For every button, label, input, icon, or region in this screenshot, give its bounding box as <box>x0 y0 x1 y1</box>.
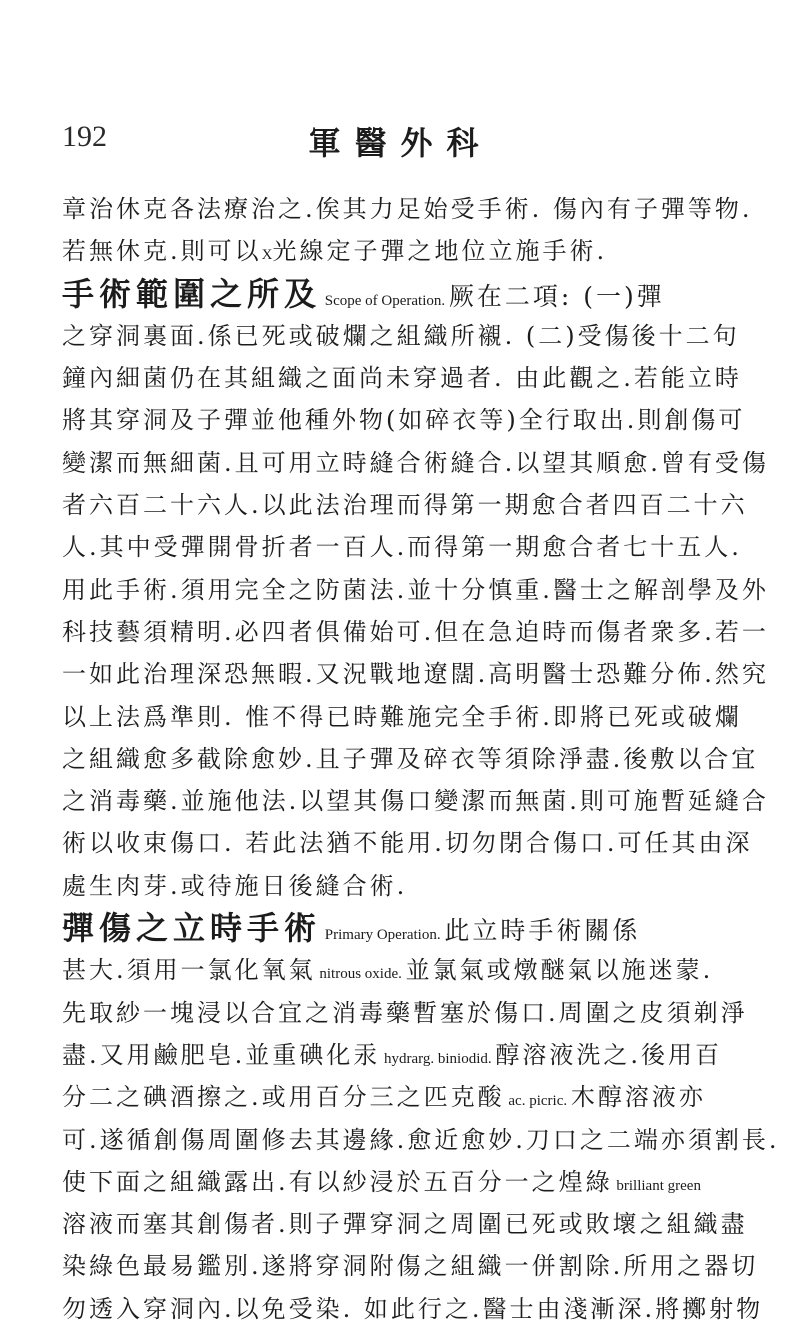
latin-term: hydrarg. biniodid. <box>380 1050 496 1067</box>
text-segment: 用此手術.須用完全之防菌法.並十分慎重.醫士之解剖學及外 <box>62 575 769 604</box>
text-segment: 科技藝須精明.必四者俱備始可.但在急迫時而傷者衆多.若一 <box>62 617 769 646</box>
running-title: 軍醫外科 <box>308 124 493 162</box>
text-segment: 之組織愈多截除愈妙.且子彈及碎衣等須除淨盡.後敷以合宜 <box>62 744 759 773</box>
text-segment: 以上法爲準則. 惟不得已時難施完全手術.即將已死或破爛 <box>62 702 742 731</box>
text-segment: 並氯氣或燉醚氣以施迷蒙. <box>405 956 714 985</box>
text-segment: 章治休克各法療治之.俟其力足始受手術. 傷內有子彈等物. <box>62 195 753 223</box>
text-segment: 人.其中受彈開骨折者一百人.而得第一期愈合者七十五人. <box>62 533 742 562</box>
text-line <box>62 992 786 1034</box>
latin-term: brilliant green <box>612 1177 701 1194</box>
text-segment: 將其穿洞及子彈並他種外物(如碎衣等)全行取出.則創傷可 <box>62 406 746 435</box>
text-segment: 光線定子彈之地位立施手術. <box>272 237 608 266</box>
text-segment: 染綠色最易鑑別.遂將穿洞附傷之組織一併割除.所用之器切 <box>62 1252 759 1281</box>
text-segment: 之消毒藥.並施他法.以望其傷口變潔而無菌.則可施暫延縫合 <box>62 787 769 816</box>
text-line <box>62 526 786 568</box>
text-segment: 術以收束傷口. 若此法猶不能用.切勿閉合傷口.可任其由深 <box>62 829 753 858</box>
text-segment: 溶液而塞其創傷者.則子彈穿洞之周圍已死或敗壞之組織盡 <box>62 1210 748 1239</box>
section-heading: 彈傷之立時手術 <box>62 909 322 948</box>
text-segment: 木醇溶液亦 <box>570 1083 706 1112</box>
text-segment: 此立時手術關係 <box>444 916 641 946</box>
latin-term: ac. picric. <box>504 1093 571 1110</box>
text-segment: 之穿洞裏面.係已死或破爛之組織所襯. (二)受傷後十二句 <box>62 321 740 350</box>
text-line <box>62 1203 786 1245</box>
text-line <box>62 822 786 864</box>
text-line <box>62 780 786 822</box>
text-segment: 甚大.須用一氯化氧氣 <box>62 956 316 985</box>
body-text <box>62 188 786 1330</box>
text-line <box>62 1288 786 1330</box>
text-segment: 者六百二十六人.以此法治理而得第一期愈合者四百二十六 <box>62 491 748 520</box>
text-segment: 可.遂循創傷周圍修去其邊緣.愈近愈妙.刀口之二端亦須割長. <box>62 1125 780 1154</box>
text-line <box>62 188 786 230</box>
text-segment: 若無休克.則可以 <box>62 237 262 266</box>
text-segment: 醇溶液洗之.後用百 <box>495 1040 723 1069</box>
text-line <box>62 442 786 484</box>
text-line <box>62 738 786 780</box>
text-segment: 使下面之組織露出.有以紗浸於五百分一之煌綠 <box>62 1167 613 1196</box>
text-segment: 處生肉芽.或待施日後縫合術. <box>62 871 408 900</box>
latin-term: X <box>261 247 273 264</box>
text-segment: 分二之碘酒擦之.或用百分三之匹克酸 <box>62 1083 505 1112</box>
section-heading: 手術範圍之所及 <box>62 274 322 313</box>
text-segment: 一如此治理深恐無暇.又況戰地遼闊.高明醫士恐難分佈.然究 <box>62 660 769 689</box>
text-line <box>62 865 786 907</box>
latin-term: Scope of Operation. <box>321 292 449 309</box>
text-line <box>62 1076 786 1118</box>
text-line <box>62 569 786 611</box>
text-segment: 變潔而無細菌.且可用立時縫合術縫合.以望其順愈.曾有受傷 <box>62 448 769 477</box>
text-segment: 厥在二項: (一)彈 <box>448 281 665 311</box>
text-line <box>62 949 786 991</box>
text-line <box>62 1034 786 1076</box>
latin-term: nitrous oxide. <box>315 966 406 983</box>
text-segment: 勿透入穿洞內.以免受染. 如此行之.醫士由淺漸深.將擲射物 <box>62 1294 764 1323</box>
text-segment: 盡.又用鹼肥皂.並重碘化汞 <box>62 1040 381 1069</box>
text-line <box>62 484 786 526</box>
text-line <box>62 399 786 441</box>
text-line <box>62 1161 786 1203</box>
text-line <box>62 653 786 695</box>
text-line <box>62 696 786 738</box>
page-header <box>0 118 801 164</box>
text-line <box>62 230 786 272</box>
text-line <box>62 611 786 653</box>
text-line <box>62 1245 786 1287</box>
text-line <box>62 273 786 315</box>
latin-term: Primary Operation. <box>321 927 445 944</box>
text-line <box>62 1119 786 1161</box>
text-segment: 鐘內細菌仍在其組織之面尚未穿過者. 由此觀之.若能立時 <box>62 364 742 393</box>
text-line <box>62 907 786 949</box>
text-line <box>62 357 786 399</box>
text-segment: 先取紗一塊浸以合宜之消毒藥暫塞於傷口.周圍之皮須剃淨 <box>62 998 748 1027</box>
page-number: 192 <box>62 120 107 153</box>
text-line <box>62 315 786 357</box>
